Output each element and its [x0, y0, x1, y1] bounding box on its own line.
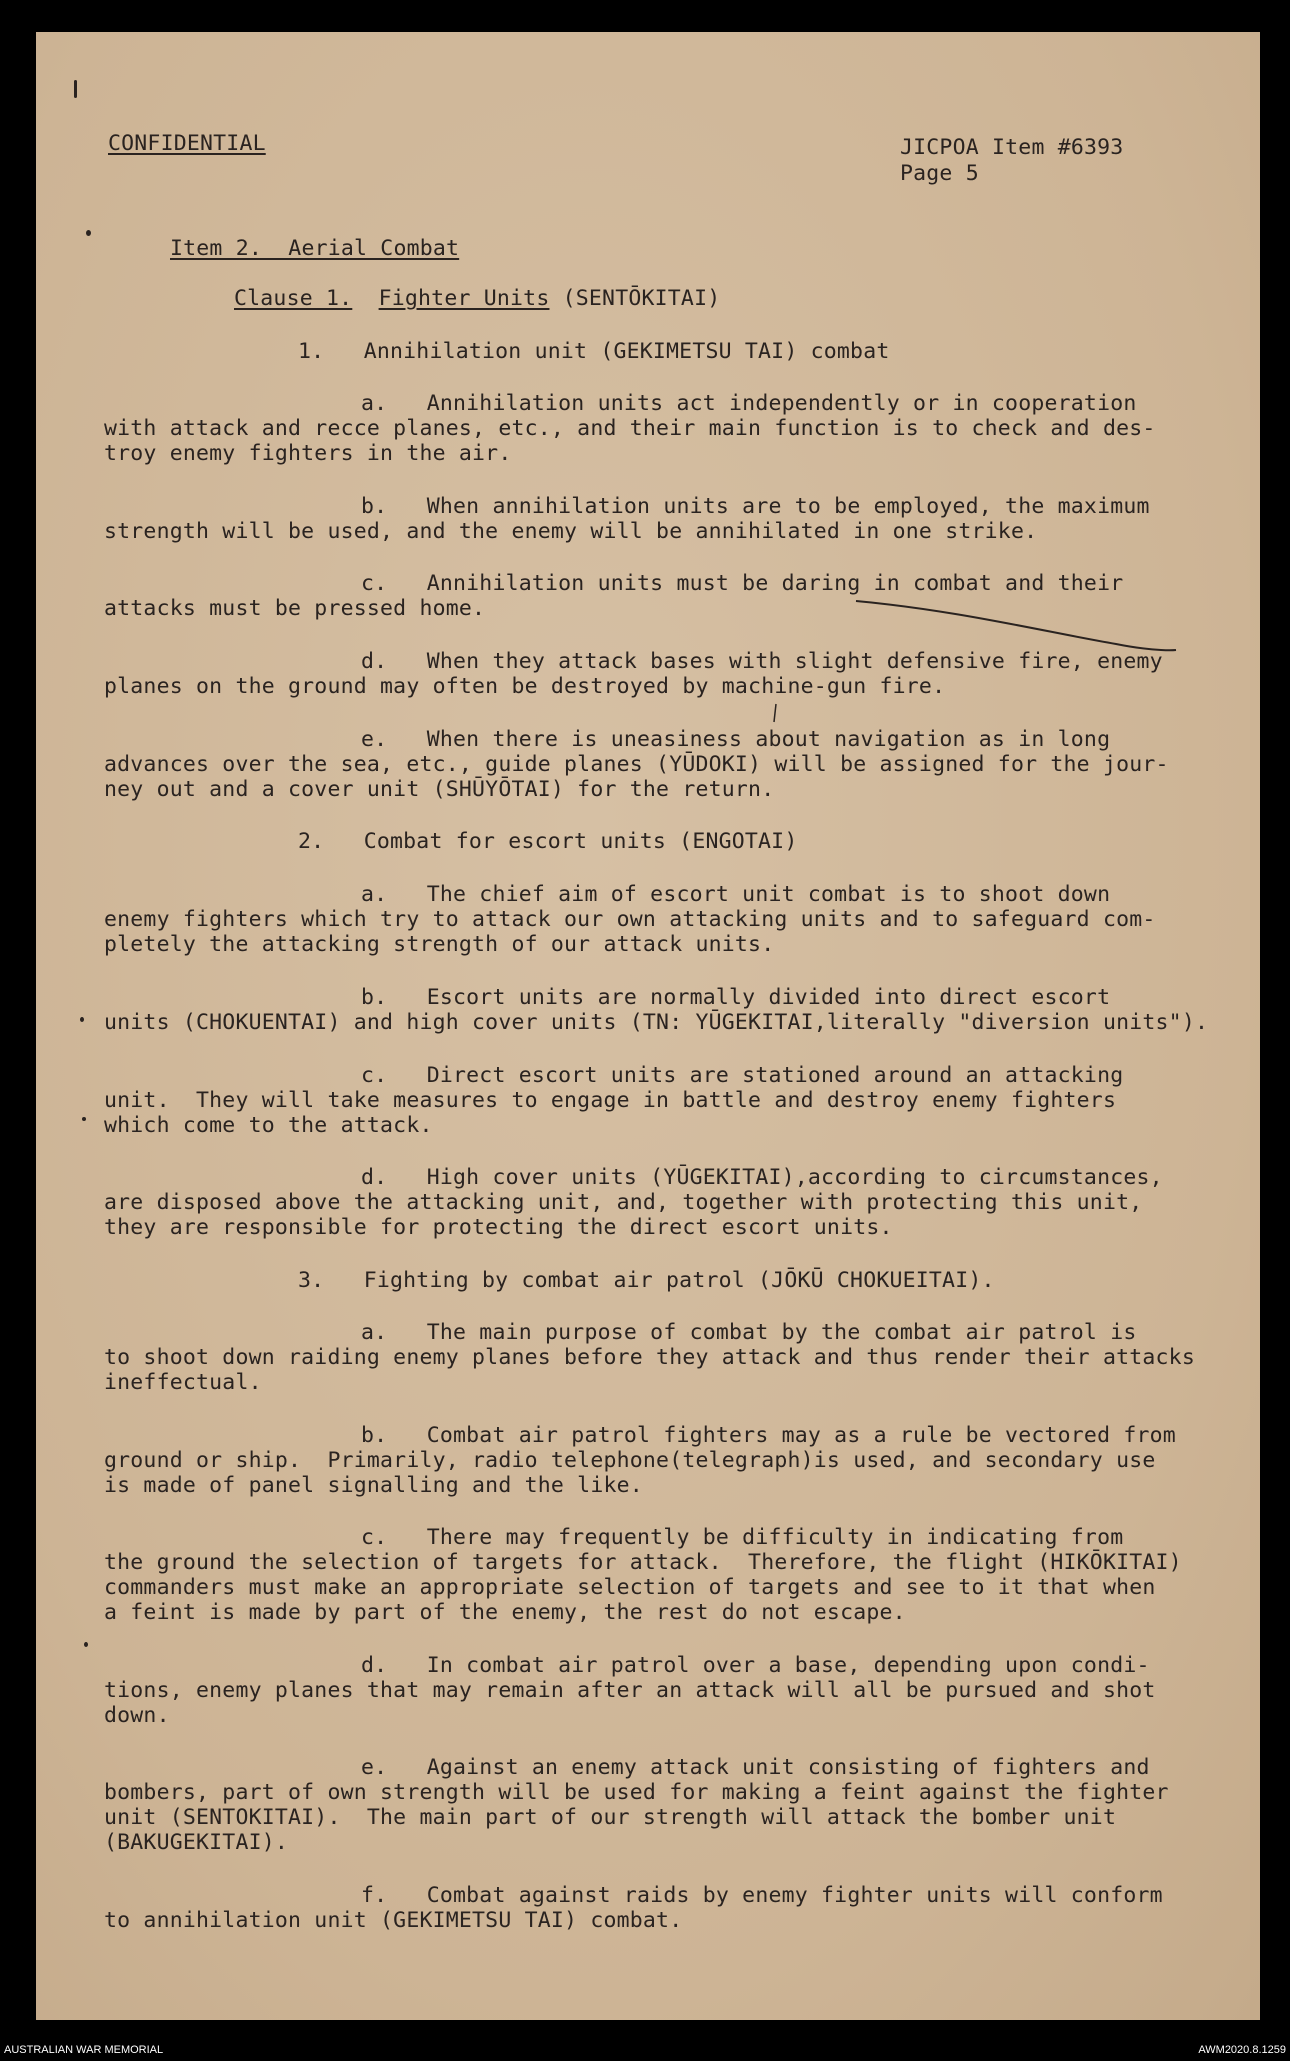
section2-heading: 2. Combat for escort units (ENGOTAI): [298, 829, 798, 854]
margin-mark: [82, 1117, 86, 1121]
section2-a-line2: enemy fighters which try to attack our own attacking units and to safeguard com-: [104, 907, 1156, 932]
section3-c-line4: a feint is made by part of the enemy, the rest do not escape.: [104, 1600, 906, 1625]
clause-label: Clause 1.: [234, 286, 353, 311]
section3-e-line3: unit (SENTOKITAI). The main part of our strength will attack the bomber unit: [104, 1805, 1117, 1830]
clause-romaji: (SENTŌKITAI): [562, 286, 721, 311]
section1-c-line2: attacks must be pressed home.: [104, 596, 486, 621]
section2-a-line3: pletely the attacking strength of our attack units.: [104, 932, 775, 957]
section1-e-line3: ney out and a cover unit (SHŪYŌTAI) for the return.: [104, 777, 775, 802]
classification-label: CONFIDENTIAL: [108, 131, 266, 156]
margin-mark: [84, 1642, 88, 1647]
section3-d-line2: tions, enemy planes that may remain after an attack will all be pursued and shot: [104, 1678, 1156, 1703]
section3-heading: 3. Fighting by combat air patrol (JŌKŪ CHOKUEITAI).: [298, 1268, 995, 1293]
archive-footer: [0, 2040, 1290, 2061]
section1-e-line2: advances over the sea, etc., guide planes (YŪDOKI) will be assigned for the jour-: [104, 752, 1169, 777]
document-page: [36, 32, 1260, 2020]
section3-a-line1: a. The main purpose of combat by the combat air patrol is: [361, 1320, 1137, 1345]
section3-f-line1: f. Combat against raids by enemy fighter units will conform: [361, 1883, 1163, 1908]
section3-b-line3: is made of panel signalling and the like.: [104, 1473, 643, 1498]
section1-e-line1: e. When there is uneasiness about navigation as in long: [361, 727, 1111, 752]
section3-e-line4: (BAKUGEKITAI).: [104, 1830, 289, 1855]
pen-stroke: [36, 32, 1260, 732]
item-reference: JICPOA Item #6393: [900, 135, 1124, 160]
section3-d-line1: d. In combat air patrol over a base, depending upon condi-: [361, 1653, 1150, 1678]
section1-d-line2: planes on the ground may often be destroyed by machine-gun fire.: [104, 674, 946, 699]
section2-d-line1: d. High cover units (YŪGEKITAI),according to circumstances,: [361, 1165, 1163, 1190]
section3-c-line2: the ground the selection of targets for attack. Therefore, the flight (HIKŌKITAI): [104, 1550, 1182, 1575]
page-number: Page 5: [900, 161, 979, 186]
section2-c-line2: unit. They will take measures to engage in battle and destroy enemy fighters: [104, 1088, 1117, 1113]
section2-b-line1: b. Escort units are normally divided into direct escort: [361, 985, 1111, 1010]
margin-mark: [80, 1017, 84, 1022]
section2-d-line3: they are responsible for protecting the direct escort units.: [104, 1215, 893, 1240]
section1-b-line2: strength will be used, and the enemy will be annihilated in one strike.: [104, 519, 1038, 544]
section1-b-line1: b. When annihilation units are to be employed, the maximum: [361, 494, 1150, 519]
section1-d-line1: d. When they attack bases with slight defensive fire, enemy: [361, 649, 1163, 674]
section2-c-line1: c. Direct escort units are stationed around an attacking: [361, 1063, 1124, 1088]
section2-c-line3: which come to the attack.: [104, 1113, 433, 1138]
clause-title: Fighter Units: [378, 286, 550, 311]
section3-b-line1: b. Combat air patrol fighters may as a rule be vectored from: [361, 1423, 1176, 1448]
section3-c-line1: c. There may frequently be difficulty in indicating from: [361, 1525, 1124, 1550]
item-title: Item 2. Aerial Combat: [170, 236, 460, 261]
section1-heading: 1. Annihilation unit (GEKIMETSU TAI) combat: [298, 339, 890, 364]
section3-c-line3: commanders must make an appropriate selection of targets and see to it that when: [104, 1575, 1156, 1600]
section1-a-line1: a. Annihilation units act independently or in cooperation: [361, 391, 1137, 416]
section3-a-line2: to shoot down raiding enemy planes before they attack and thus render their attacks: [104, 1345, 1195, 1370]
section1-a-line2: with attack and recce planes, etc., and their main function is to check and des-: [104, 416, 1156, 441]
section1-a-line3: troy enemy fighters in the air.: [104, 441, 512, 466]
section2-a-line1: a. The chief aim of escort unit combat is to shoot down: [361, 882, 1111, 907]
section3-f-line2: to annihilation unit (GEKIMETSU TAI) combat.: [104, 1908, 683, 1933]
section3-d-line3: down.: [104, 1703, 170, 1728]
section3-a-line3: ineffectual.: [104, 1370, 262, 1395]
section3-e-line1: e. Against an enemy attack unit consisting of fighters and: [361, 1755, 1150, 1780]
section3-e-line2: bombers, part of own strength will be used for making a feint against the fighter: [104, 1780, 1169, 1805]
section1-c-line1: c. Annihilation units must be daring in combat and their: [361, 571, 1124, 596]
section3-b-line2: ground or ship. Primarily, radio telephone(telegraph)is used, and secondary use: [104, 1448, 1156, 1473]
footer-accession-number: AWM2020.8.1259: [1198, 2044, 1286, 2056]
section2-b-line2: units (CHOKUENTAI) and high cover units (TN: YŪGEKITAI,literally "diversion units").: [104, 1010, 1209, 1035]
section2-d-line2: are disposed above the attacking unit, and, together with protecting this unit,: [104, 1190, 1143, 1215]
footer-institution: AUSTRALIAN WAR MEMORIAL: [4, 2044, 164, 2056]
